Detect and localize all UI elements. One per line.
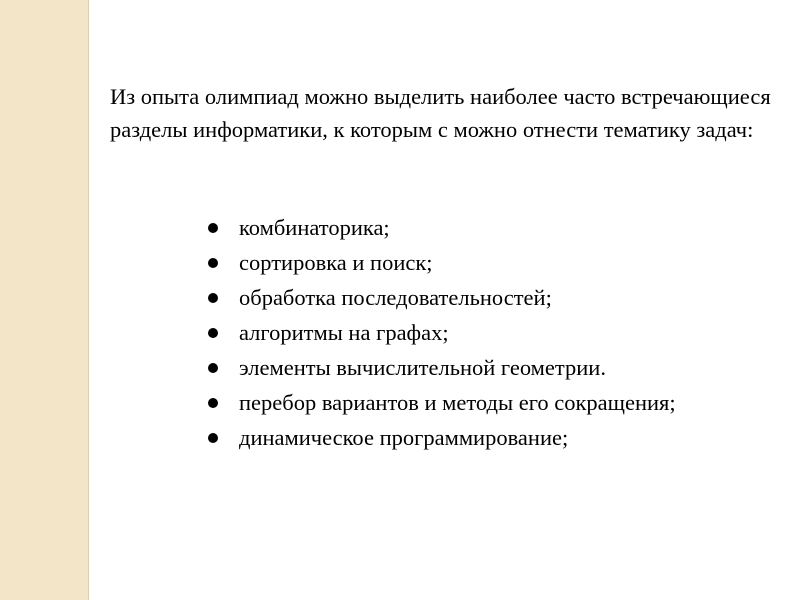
topic-label: алгоритмы на графах; xyxy=(239,320,449,345)
list-item xyxy=(208,280,676,315)
list-item xyxy=(208,245,676,280)
bullet-icon xyxy=(208,398,218,408)
list-item xyxy=(208,350,676,385)
bullet-icon xyxy=(208,293,218,303)
bullet-icon xyxy=(208,328,218,338)
bullet-icon xyxy=(208,223,218,233)
topic-label: обработка последовательностей; xyxy=(239,285,552,310)
list-item xyxy=(208,420,676,455)
list-item xyxy=(208,315,676,350)
topic-label: комбинаторика; xyxy=(239,215,390,240)
bullet-icon xyxy=(208,258,218,268)
topic-label: элементы вычислительной геометрии. xyxy=(239,355,606,380)
topic-label: перебор вариантов и методы его сокращения; xyxy=(239,390,676,415)
decorative-side-band xyxy=(0,0,89,600)
bullet-icon xyxy=(208,363,218,373)
list-item xyxy=(208,385,676,420)
list-item xyxy=(208,210,676,245)
topic-label: сортировка и поиск; xyxy=(239,250,433,275)
intro-paragraph: Из опыта олимпиад можно выделить наиболее часто встречающиеся разделы информатики, к которым с можно отнести тематику задач: xyxy=(110,84,771,142)
topic-list xyxy=(208,210,676,455)
bullet-icon xyxy=(208,433,218,443)
topic-label: динамическое программирование; xyxy=(239,425,569,450)
